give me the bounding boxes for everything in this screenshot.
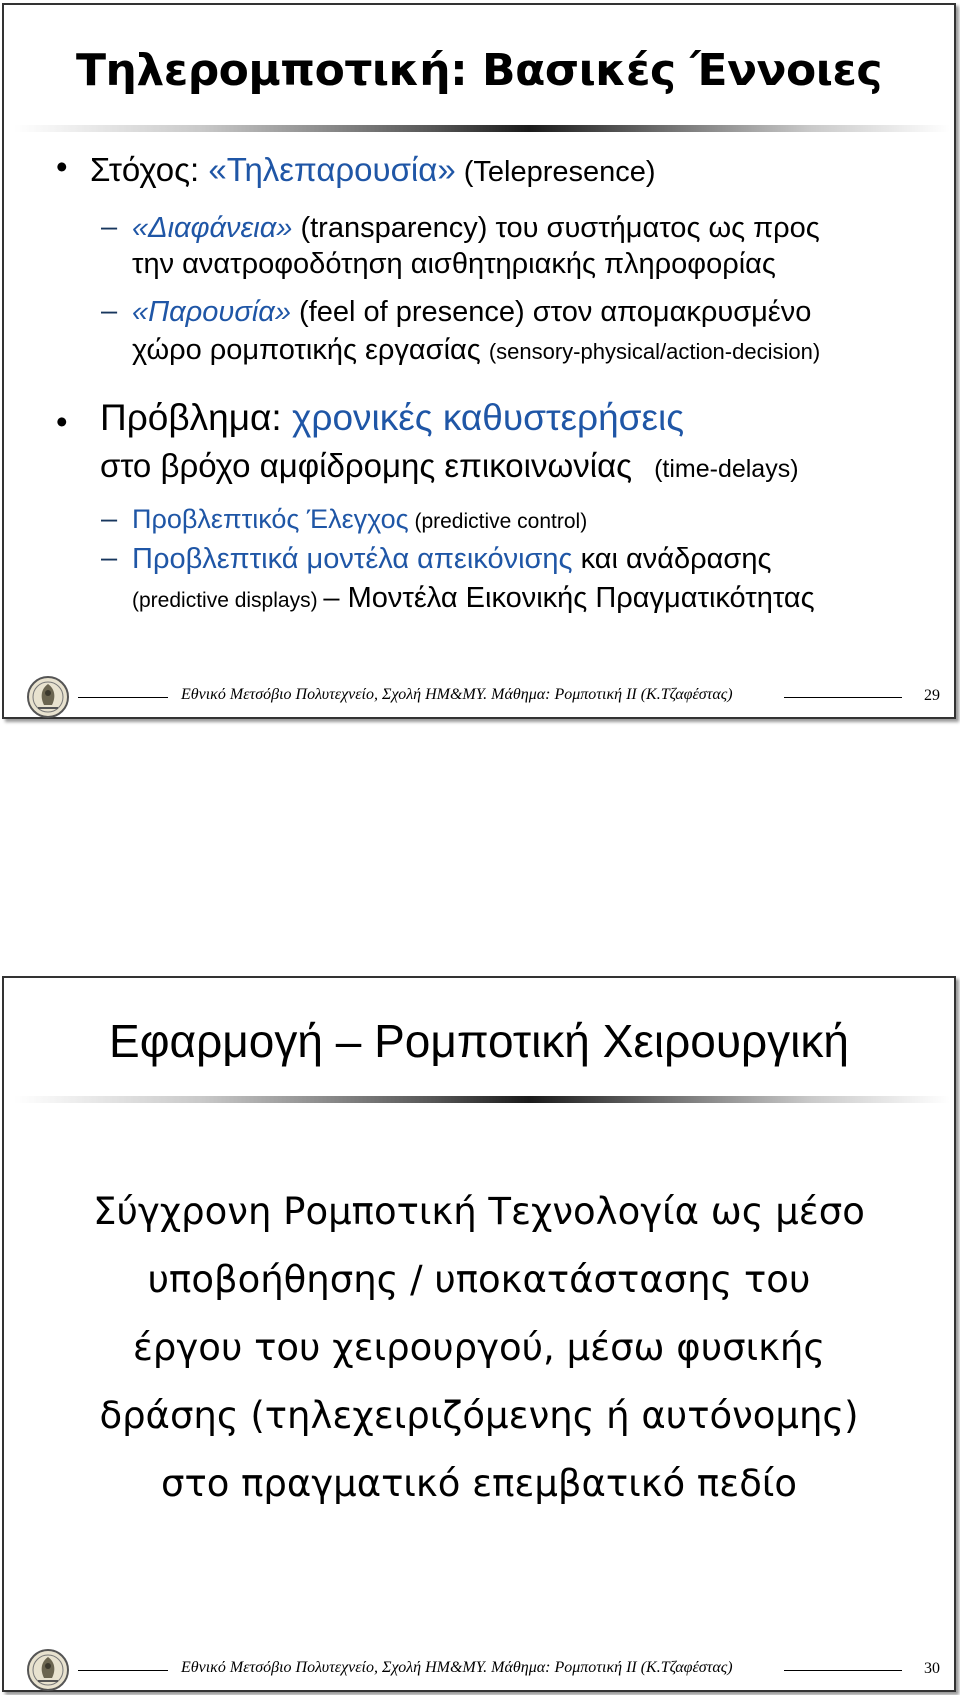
slide-body (4, 1178, 954, 1518)
university-seal-icon (26, 1648, 70, 1692)
sub-predictive-displays-line2: (predictive displays) – Μοντέλα Εικονικής Πραγματικότητας (132, 582, 815, 614)
footer-text: Εθνικό Μετσόβιο Πολυτεχνείο, Σχολή ΗΜ&ΜΥ. Μάθημα: Ρομποτική ΙΙ (Κ.Τζαφέστας) (181, 686, 733, 703)
sub-presence: «Παρουσία» (feel of presence) στον απομακρυσμένο (132, 296, 812, 328)
sub-predictive-displays: Προβλεπτικά μοντέλα απεικόνισης και ανάδρασης (132, 543, 772, 575)
sub-predictive-control: Προβλεπτικός Έλεγχος (predictive control) (132, 504, 588, 534)
body-line: υποβοήθησης / υποκατάστασης του (147, 1258, 811, 1301)
sub-dash: – (101, 211, 118, 243)
slide-title: Τηλερομποτική: Βασικές Έννοιες (76, 45, 882, 96)
sub-dash: – (101, 295, 118, 327)
bullet-marker: • (56, 403, 68, 440)
sub-transparency: «Διαφάνεια» (transparency) του συστήματος ως προς (132, 212, 820, 244)
title-divider (14, 125, 950, 132)
slide-title: Εφαρμογή – Ρομποτική Χειρουργική (109, 1015, 849, 1067)
bullet-label: Στόχος: (90, 151, 209, 188)
bullet-problem-line2: στο βρόχο αμφίδρομης επικοινωνίας (time-delays) (100, 447, 799, 484)
bullet-label: Πρόβλημα: (100, 397, 292, 438)
body-line: έργου του χειρουργού, μέσω φυσικής (132, 1326, 826, 1369)
footer-text: Εθνικό Μετσόβιο Πολυτεχνείο, Σχολή ΗΜ&ΜΥ. Μάθημα: Ρομποτική ΙΙ (Κ.Τζαφέστας) (181, 1659, 733, 1676)
footer-rule-left (78, 697, 168, 698)
footer-rule-left (78, 1670, 168, 1671)
telepresence-term: «Τηλεπαρουσία» (208, 151, 456, 188)
time-delays-term: χρονικές καθυστερήσεις (291, 397, 685, 438)
presence-term: «Παρουσία» (132, 296, 291, 328)
body-line: στο πραγματικό επεμβατικό πεδίο (161, 1462, 797, 1505)
footer-rule-right (784, 697, 902, 698)
footer-rule-right (784, 1670, 902, 1671)
sub-dash: – (101, 542, 118, 574)
slide-footer (26, 1648, 946, 1692)
university-seal-icon (26, 675, 70, 719)
page-number: 30 (924, 1660, 940, 1677)
title-divider (14, 1096, 950, 1103)
sub-transparency-line2: την ανατροφοδότηση αισθητηριακής πληροφορίας (132, 248, 776, 280)
transparency-term: «Διαφάνεια» (132, 212, 293, 244)
bullet-goal (90, 151, 656, 189)
slide-29 (2, 3, 956, 719)
bullet-problem (100, 397, 684, 439)
bullet-marker: • (56, 148, 68, 185)
telepresence-english: (Telepresence) (455, 156, 656, 188)
body-line: Σύγχρονη Ρομποτική Τεχνολογία ως μέσο (93, 1190, 865, 1233)
sub-presence-line2: χώρο ρομποτικής εργασίας (sensory-physical/action-decision) (132, 334, 821, 366)
body-line: δράσης (τηλεχειριζόμενης ή αυτόνομης) (99, 1394, 859, 1437)
slide-30 (2, 976, 956, 1692)
sub-dash: – (101, 503, 118, 535)
page-number: 29 (924, 687, 940, 704)
slide-footer (26, 675, 946, 719)
